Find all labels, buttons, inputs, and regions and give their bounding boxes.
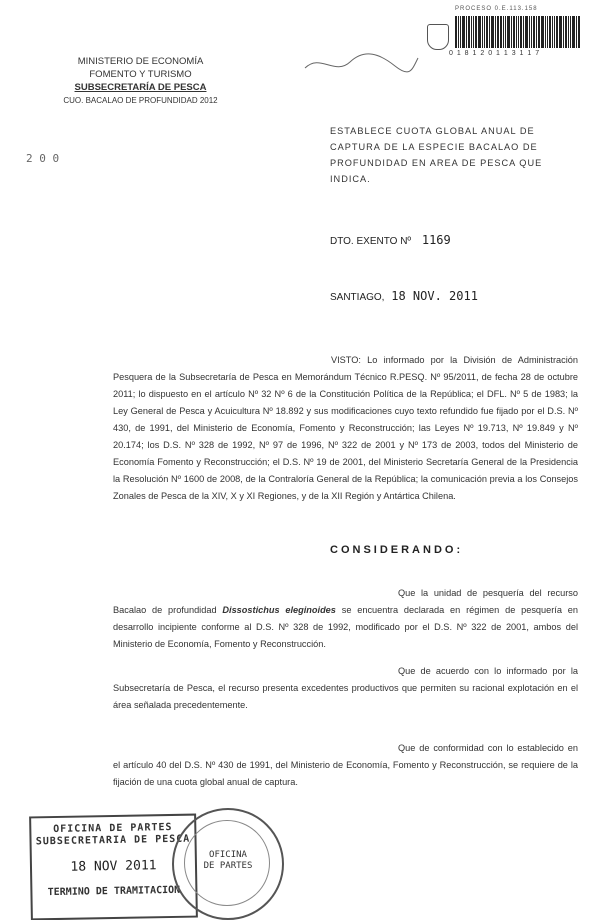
stamp-undersecretariat-line: SUBSECRETARIA DE PESCA [35,833,191,848]
barcode-bar [570,16,571,48]
round-stamp-line-1: OFICINA [209,850,247,860]
ministry-subname: FOMENTO Y TURISMO [89,69,192,80]
round-stamp-line-2: DE PARTES [203,861,253,871]
date-label: SANTIAGO, [330,292,385,303]
barcode-bar [559,16,562,48]
stamp-date: 18 NOV 2011 [70,858,157,875]
barcode-bar [478,16,481,48]
decree-number-line [330,233,451,247]
barcode-bar [531,16,532,48]
barcode-bar [466,16,467,48]
decree-date-line [330,289,478,303]
coat-of-arms-icon [427,24,449,50]
barcode-bar [529,16,530,48]
barcode-bar [511,16,512,48]
stamp-status: TERMINO DE TRAMITACION [47,884,181,899]
barcode-bar [568,16,569,48]
visto-paragraph [113,352,578,505]
barcode-bar [503,16,504,48]
barcode-bar [523,16,524,48]
barcode-bar [541,16,544,48]
barcode-bar [552,16,553,48]
barcode-number: 0 1 8 1 2 0 1 1 3 1 1 7 [449,50,541,57]
considerando-paragraph-1 [113,585,578,653]
barcode-top-label: PROCESO 0.E.113.158 [455,6,538,12]
barcode-bar [578,16,580,48]
undersecretariat-name: SUBSECRETARÍA DE PESCA [74,82,207,93]
paragraph-1-start: Que la unidad de pesquería del recurso Bacalao de profundidad [113,588,578,615]
barcode-bar [455,16,457,48]
barcode-bar [576,16,577,48]
barcode-bar [486,16,488,48]
ministry-name: MINISTERIO DE ECONOMÍA [77,56,204,67]
document-code: CUO. BACALAO DE PROFUNDIDAD 2012 [63,96,218,105]
considerando-heading: CONSIDERANDO: [330,544,464,556]
barcode-bar [468,16,470,48]
barcode-bar [491,16,494,48]
barcode-bar [513,16,515,48]
barcode-bar [520,16,522,48]
barcode-bar [471,16,472,48]
barcode-bar [572,16,575,48]
barcode-bar [497,16,499,48]
barcode-bar [538,16,540,48]
barcode-bar [482,16,483,48]
letterhead [58,55,223,107]
visto-text: Lo informado por la División de Administración Pesquera de la Subsecretaría de Pesca en Memorándum Técnico R.PESQ. Nº 95/2011, de fecha 28 de octubre 2011; lo dispuesto en el artículo Nº 32 Nº 6 de la Constitución Política de la República; el DFL. Nº 5 de 1983; la Ley General de Pesca y Acuicultura Nº 18.892 y sus modificaciones cuyo texto refundido fue fijado por el D.S. Nº 430, de 1991, del Ministerio de Economía, Fomento y Reconstrucción; las Leyes Nº 19.713, Nº 19.849 y Nº 20.174; los D.S. Nº 328 de 1992, Nº 97 de 1996, Nº 322 de 2001 y Nº 173 de 2003, todos del Ministerio de Economía Fomento y Reconstrucción; el D.S. Nº 19 de 2001, del Ministerio Secretaría General de la Presidencia la Resolución Nº 1600 de 2008, de la Contraloría General de la República; la comunicación previa a los Consejos Zonales de Pesca de la XIV, X y XI Regiones, y de la XII Región y Antártica Chilena. [113,355,578,501]
barcode-bar [475,16,477,48]
barcode-bar [458,16,459,48]
decree-number: 1169 [421,233,451,247]
barcode-bar [473,16,474,48]
barcode-bar [565,16,567,48]
barcode-bar [545,16,546,48]
barcode-bar [495,16,496,48]
round-stamp [172,808,284,920]
barcode-bar [484,16,485,48]
decree-label: DTO. EXENTO Nº [330,236,412,247]
barcode-bar [547,16,548,48]
barcode-bar [460,16,461,48]
barcode-bar [500,16,502,48]
decree-subject: ESTABLECE CUOTA GLOBAL ANUAL DE CAPTURA DE LA ESPECIE BACALAO DE PROFUNDIDAD EN AREA DE PESCA QUE INDICA. [330,126,543,184]
barcode-bar [462,16,465,48]
barcode-bar [518,16,519,48]
considerando-paragraph-3: Que de conformidad con lo establecido en el artículo 40 del D.S. Nº 430 de 1991, del Ministerio de Economía, Fomento y Reconstrucción, se requiere de la fijación de una cuota global anual de captura. [113,743,578,787]
barcode-bar [533,16,535,48]
barcode-bar [507,16,510,48]
barcode-bar [525,16,528,48]
paragraph-1-end: se encuentra declarada en régimen de pesquería en desarrollo incipiente conforme al D.S. Nº 328 de 1992, modificado por el D.S. Nº 322 de 2001, ambos del Ministerio de Economía, Fomento y Reconstrucción. [113,605,578,649]
barcode-bar [556,16,558,48]
barcode-bar [536,16,537,48]
decree-date: 18 NOV. 2011 [391,289,478,303]
barcode-bar [563,16,564,48]
barcode-bar [505,16,506,48]
considerando-paragraph-2: Que de acuerdo con lo informado por la Subsecretaría de Pesca, el recurso presenta excedentes productivos que permiten su racional explotación en el área señalada precedentemente. [113,666,578,710]
round-stamp-text [201,850,255,872]
barcode-bar [489,16,490,48]
barcode-bar [554,16,555,48]
stamp-office-line: OFICINA DE PARTES [53,821,173,836]
visto-heading: VISTO: [331,355,361,365]
barcode-bar [549,16,551,48]
margin-mark: 2 0 0 [26,152,60,165]
species-name: Dissostichus eleginoides [222,605,336,615]
barcode-bar [516,16,517,48]
signature-scribble [300,48,420,78]
